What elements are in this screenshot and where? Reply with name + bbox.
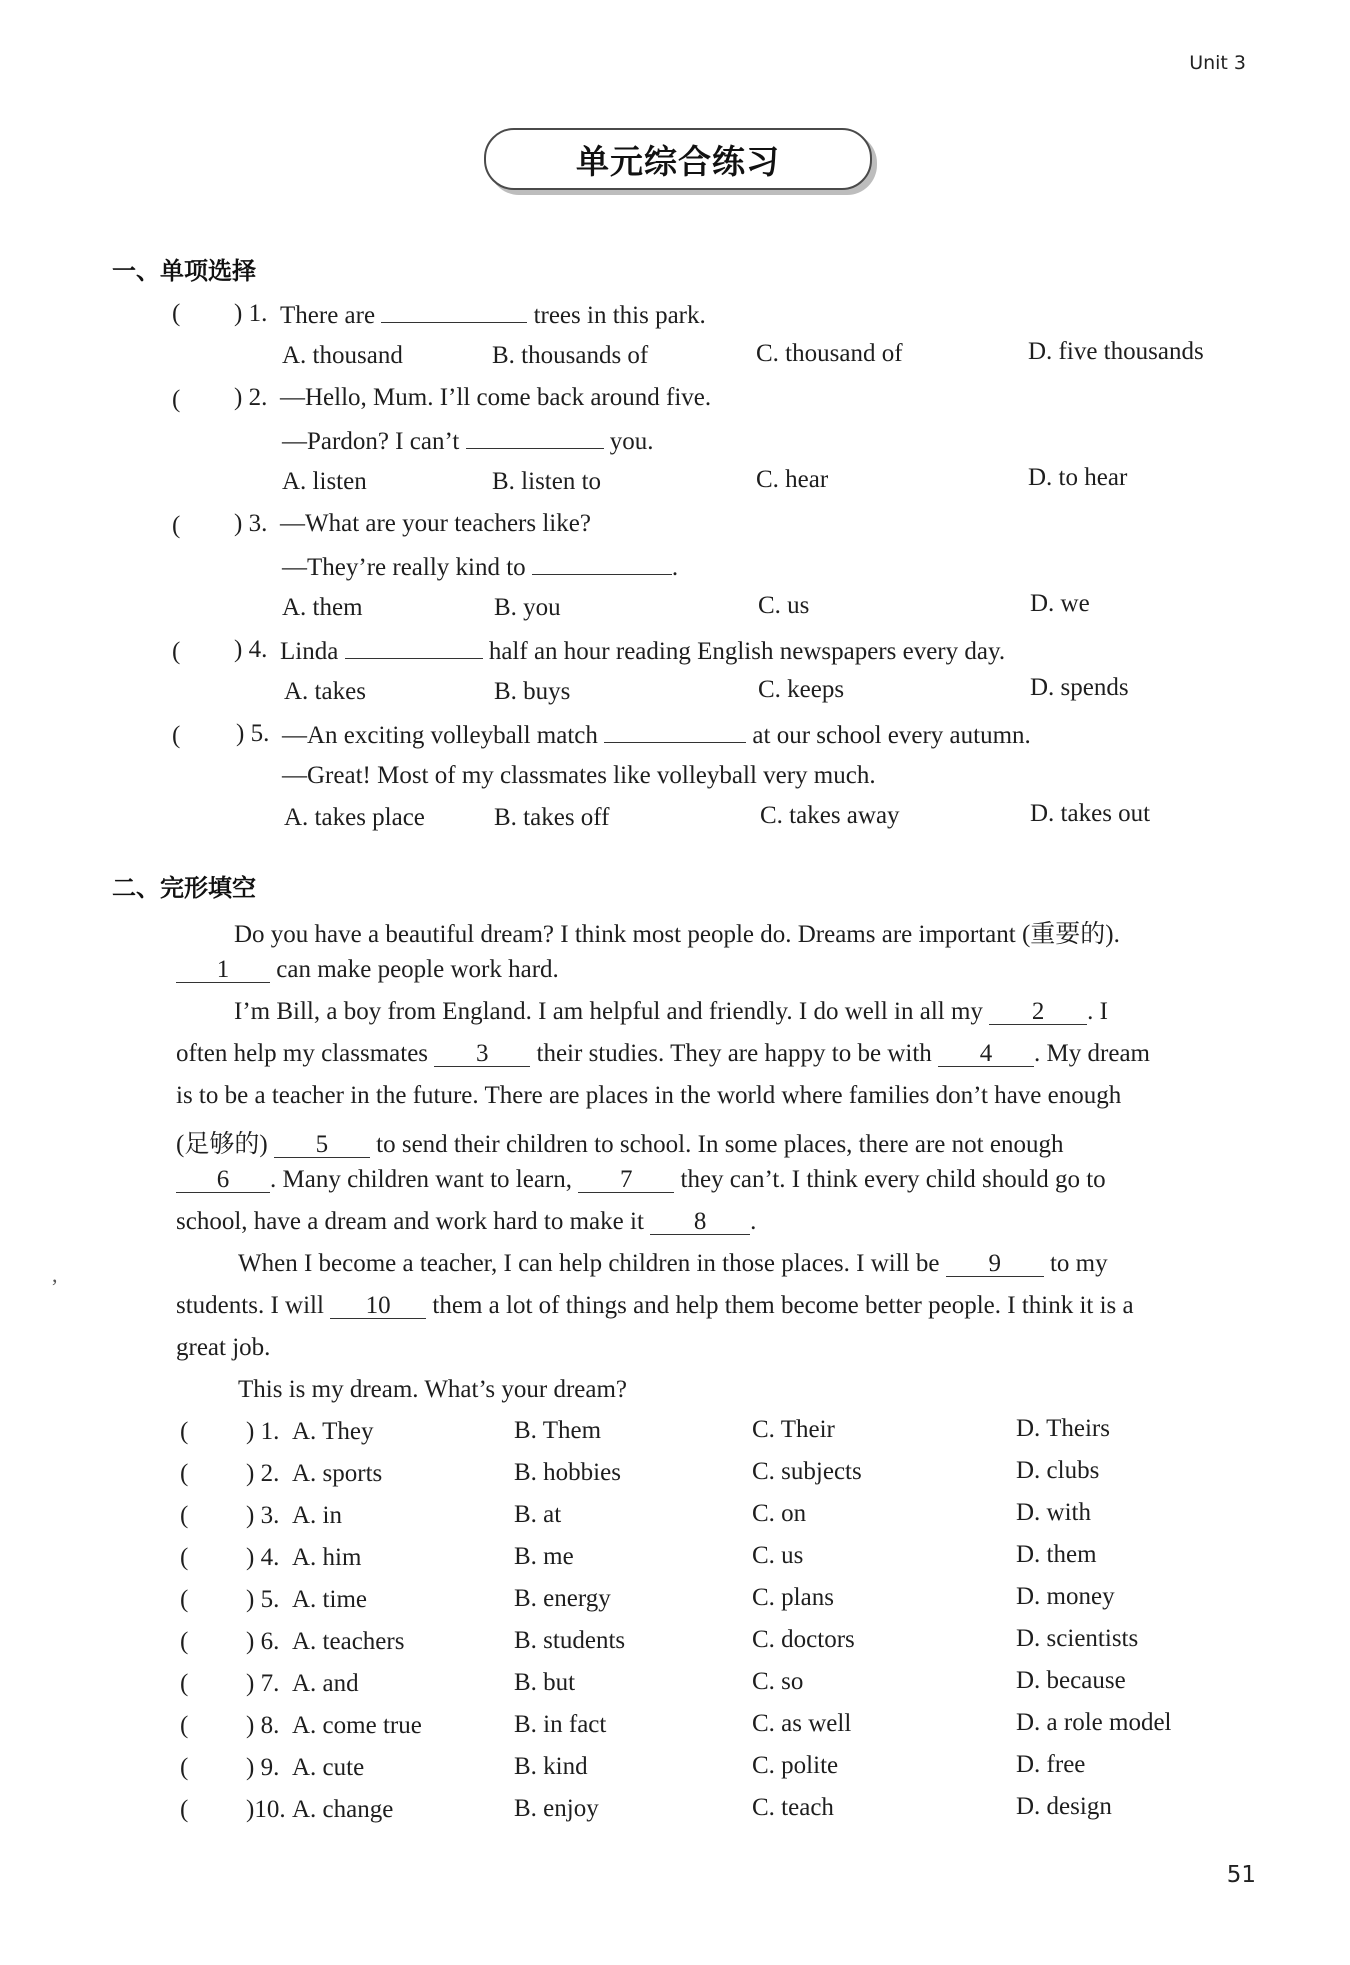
cloze-blank[interactable]: 6 <box>176 1167 270 1193</box>
unit-label: Unit 3 <box>1189 52 1246 74</box>
option-c: C. teach <box>752 1794 834 1821</box>
answer-number: ) 8. <box>246 1712 280 1739</box>
passage-line: is to be a teacher in the future. There are places in the world where families don’t have enough <box>176 1082 1122 1109</box>
option-a: A. change <box>292 1796 394 1823</box>
option-c: C. so <box>752 1668 804 1695</box>
option-d: D. money <box>1016 1583 1115 1610</box>
section-heading-cloze: 二、完形填空 <box>112 874 256 902</box>
option-b: B. hobbies <box>514 1459 621 1486</box>
passage-line: students. I will 10 them a lot of things and help them become better people. I think it is a <box>176 1292 1134 1319</box>
option-c: C. us <box>752 1542 804 1569</box>
option-b: B. buys <box>494 678 571 705</box>
page-title: 单元综合练习 <box>484 128 872 190</box>
option-b: B. in fact <box>514 1711 607 1738</box>
question-text: —What are your teachers like? <box>280 510 591 537</box>
option-a: A. teachers <box>292 1628 405 1655</box>
answer-paren[interactable]: ( <box>180 1502 189 1529</box>
option-d: D. to hear <box>1028 464 1128 491</box>
answer-paren[interactable]: ( <box>172 300 181 327</box>
option-d: D. we <box>1030 590 1090 617</box>
answer-paren[interactable]: ( <box>180 1418 189 1445</box>
answer-paren[interactable]: ( <box>180 1544 189 1571</box>
question-text: —They’re really kind to . <box>282 554 679 581</box>
answer-paren[interactable]: ( <box>180 1670 189 1697</box>
question-text: —An exciting volleyball match at our school every autumn. <box>282 722 1031 749</box>
passage-line: 6 . Many children want to learn, 7 they can’t. I think every child should go to <box>176 1166 1106 1194</box>
option-a: A. come true <box>292 1712 422 1739</box>
answer-number: ) 5. <box>246 1586 280 1613</box>
option-c: C. Their <box>752 1416 835 1443</box>
cloze-blank[interactable]: 10 <box>330 1293 426 1319</box>
answer-number: ) 1. <box>246 1418 280 1445</box>
answer-number: ) 7. <box>246 1670 280 1697</box>
answer-paren[interactable]: ( <box>180 1586 189 1613</box>
answer-number: ) 2. <box>246 1460 280 1487</box>
answer-paren[interactable]: ( <box>180 1628 189 1655</box>
question-number: ) 5. <box>236 720 270 747</box>
answer-number: )10. <box>246 1796 286 1823</box>
cloze-blank[interactable]: 1 <box>176 957 270 983</box>
option-b: B. students <box>514 1627 626 1654</box>
option-c: C. takes away <box>760 802 900 829</box>
option-c: C. subjects <box>752 1458 862 1485</box>
option-c: C. us <box>758 592 810 619</box>
option-a: A. time <box>292 1586 367 1613</box>
cloze-blank[interactable]: 3 <box>434 1041 530 1067</box>
scan-mark: , <box>52 1262 58 1287</box>
answer-paren[interactable]: ( <box>172 722 181 749</box>
question-text: —Pardon? I can’t you. <box>282 428 654 455</box>
cloze-blank[interactable]: 8 <box>650 1209 750 1235</box>
option-d: D. because <box>1016 1667 1126 1694</box>
cloze-blank[interactable]: 7 <box>578 1167 674 1193</box>
option-a: A. thousand <box>282 342 403 369</box>
option-d: D. clubs <box>1016 1457 1100 1484</box>
option-c: C. polite <box>752 1752 839 1779</box>
option-c: C. on <box>752 1500 807 1527</box>
option-a: A. in <box>292 1502 342 1529</box>
passage-line: (足够的) 5 to send their children to school. In some places, there are not enough <box>176 1131 1064 1158</box>
answer-blank[interactable] <box>466 426 604 449</box>
option-d: D. a role model <box>1016 1709 1172 1736</box>
option-b: B. me <box>514 1543 574 1570</box>
answer-paren[interactable]: ( <box>172 386 181 413</box>
answer-number: ) 3. <box>246 1502 280 1529</box>
option-d: D. five thousands <box>1028 338 1204 365</box>
answer-paren[interactable]: ( <box>172 638 181 665</box>
option-c: C. as well <box>752 1710 852 1737</box>
option-b: B. Them <box>514 1417 602 1444</box>
cloze-blank[interactable]: 4 <box>938 1041 1034 1067</box>
option-c: C. thousand of <box>756 340 903 367</box>
option-d: D. spends <box>1030 674 1129 701</box>
answer-paren[interactable]: ( <box>172 512 181 539</box>
cloze-blank[interactable]: 2 <box>989 999 1087 1025</box>
option-a: A. They <box>292 1418 374 1445</box>
passage-line: great job. <box>176 1334 271 1361</box>
answer-blank[interactable] <box>381 300 527 323</box>
option-a: A. him <box>292 1544 362 1571</box>
option-d: D. free <box>1016 1751 1086 1778</box>
question-number: ) 4. <box>234 636 268 663</box>
option-d: D. scientists <box>1016 1625 1139 1652</box>
cloze-blank[interactable]: 9 <box>946 1251 1044 1277</box>
question-text: There are trees in this park. <box>280 302 706 329</box>
passage-line: When I become a teacher, I can help children in those places. I will be 9 to my <box>238 1250 1108 1277</box>
answer-blank[interactable] <box>604 720 746 743</box>
option-b: B. energy <box>514 1585 611 1612</box>
question-number: ) 1. <box>234 300 268 327</box>
passage-line: often help my classmates 3 their studies. They are happy to be with 4 . My dream <box>176 1040 1150 1067</box>
option-b: B. but <box>514 1669 576 1696</box>
option-b: B. you <box>494 594 561 621</box>
option-d: D. takes out <box>1030 800 1151 827</box>
option-a: A. takes place <box>284 804 425 831</box>
option-c: C. keeps <box>758 676 845 703</box>
option-d: D. Theirs <box>1016 1415 1110 1442</box>
passage-line: school, have a dream and work hard to make it 8 . <box>176 1208 757 1235</box>
page-number: 51 <box>1226 1862 1256 1888</box>
option-a: A. cute <box>292 1754 365 1781</box>
question-text: —Hello, Mum. I’ll come back around five. <box>280 384 712 411</box>
option-b: B. at <box>514 1501 562 1528</box>
option-a: A. them <box>282 594 363 621</box>
answer-paren[interactable]: ( <box>180 1796 189 1823</box>
option-d: D. them <box>1016 1541 1097 1568</box>
answer-number: ) 6. <box>246 1628 280 1655</box>
option-a: A. takes <box>284 678 366 705</box>
passage-line: This is my dream. What’s your dream? <box>238 1376 628 1403</box>
option-d: D. with <box>1016 1499 1091 1526</box>
option-b: B. enjoy <box>514 1795 599 1822</box>
option-c: C. plans <box>752 1584 834 1611</box>
option-c: C. doctors <box>752 1626 855 1653</box>
answer-number: ) 4. <box>246 1544 280 1571</box>
section-heading-choice: 一、单项选择 <box>112 257 256 285</box>
answer-blank[interactable] <box>345 636 483 659</box>
option-b: B. kind <box>514 1753 588 1780</box>
passage-line: 1 can make people work hard. <box>176 956 559 984</box>
question-number: ) 2. <box>234 384 268 411</box>
passage-line: I’m Bill, a boy from England. I am helpful and friendly. I do well in all my 2 . I <box>234 998 1108 1025</box>
question-text: Linda half an hour reading English newspapers every day. <box>280 638 1006 665</box>
answer-number: ) 9. <box>246 1754 280 1781</box>
answer-blank[interactable] <box>532 552 672 575</box>
option-b: B. thousands of <box>492 342 649 369</box>
option-b: B. takes off <box>494 804 610 831</box>
answer-paren[interactable]: ( <box>180 1460 189 1487</box>
question-number: ) 3. <box>234 510 268 537</box>
option-a: A. listen <box>282 468 367 495</box>
passage-line: Do you have a beautiful dream? I think most people do. Dreams are important (重要的). <box>234 921 1120 948</box>
question-text: —Great! Most of my classmates like volleyball very much. <box>282 762 876 789</box>
option-a: A. and <box>292 1670 359 1697</box>
option-a: A. sports <box>292 1460 383 1487</box>
answer-paren[interactable]: ( <box>180 1754 189 1781</box>
answer-paren[interactable]: ( <box>180 1712 189 1739</box>
option-b: B. listen to <box>492 468 602 495</box>
option-c: C. hear <box>756 466 829 493</box>
cloze-blank[interactable]: 5 <box>274 1132 370 1158</box>
option-d: D. design <box>1016 1793 1112 1820</box>
